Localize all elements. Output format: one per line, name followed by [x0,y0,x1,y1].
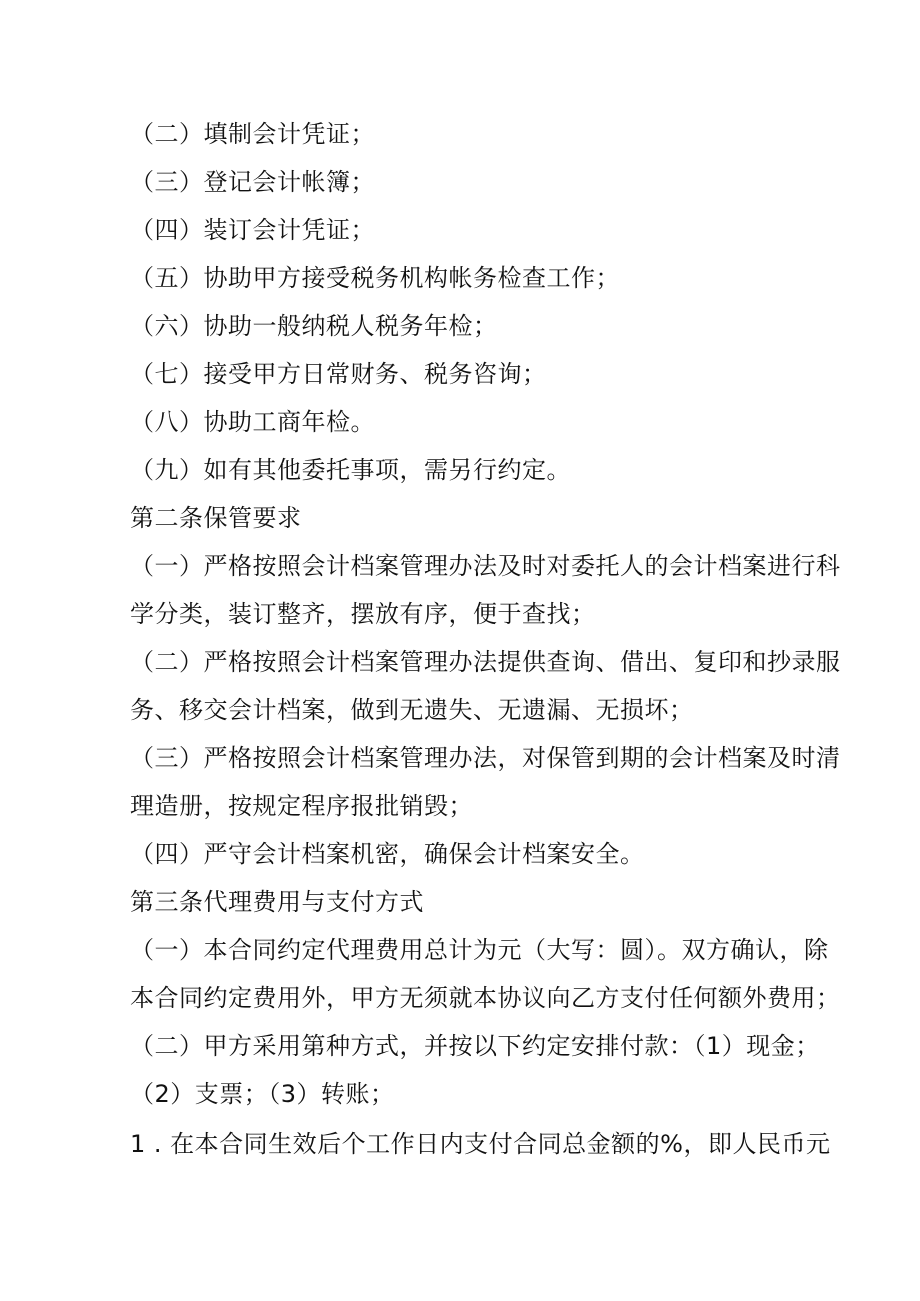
clause-line: （五）协助甲方接受税务机构帐务检查工作； [130,264,620,292]
section-heading: 第三条代理费用与支付方式 [130,888,424,916]
clause-line: （三）登记会计帐簿； [130,168,375,196]
clause-line: （四）严守会计档案机密，确保会计档案安全。 [130,840,645,868]
clause-line: （一）严格按照会计档案管理办法及时对委托人的会计档案进行科 [130,552,841,580]
clause-line: （二）填制会计凭证； [130,120,375,148]
clause-line: （八）协助工商年检。 [130,408,375,436]
section-heading: 第二条保管要求 [130,504,302,532]
clause-line: （二）严格按照会计档案管理办法提供查询、借出、复印和抄录服 [130,648,841,676]
clause-line: （2）支票；（3）转账； [130,1080,395,1108]
clause-line: 1 . 在本合同生效后个工作日内支付合同总金额的%，即人民币元 [130,1130,831,1158]
clause-line: 理造册，按规定程序报批销毁； [130,792,473,820]
clause-line: （四）装订会计凭证； [130,216,375,244]
clause-line: （七）接受甲方日常财务、税务咨询； [130,360,547,388]
clause-line: 学分类，装订整齐，摆放有序，便于查找； [130,600,596,628]
clause-line: （九）如有其他委托事项，需另行约定。 [130,456,571,484]
clause-line: （三）严格按照会计档案管理办法，对保管到期的会计档案及时清 [130,744,841,772]
clause-line: （一）本合同约定代理费用总计为元（大写：圆）。双方确认，除 [130,936,829,964]
clause-line: 务、移交会计档案，做到无遗失、无遗漏、无损坏； [130,696,694,724]
clause-line: （六）协助一般纳税人税务年检； [130,312,498,340]
clause-line: 本合同约定费用外，甲方无须就本协议向乙方支付任何额外费用； [130,984,841,1012]
clause-line: （二）甲方采用第种方式，并按以下约定安排付款：（1）现金； [130,1032,820,1060]
